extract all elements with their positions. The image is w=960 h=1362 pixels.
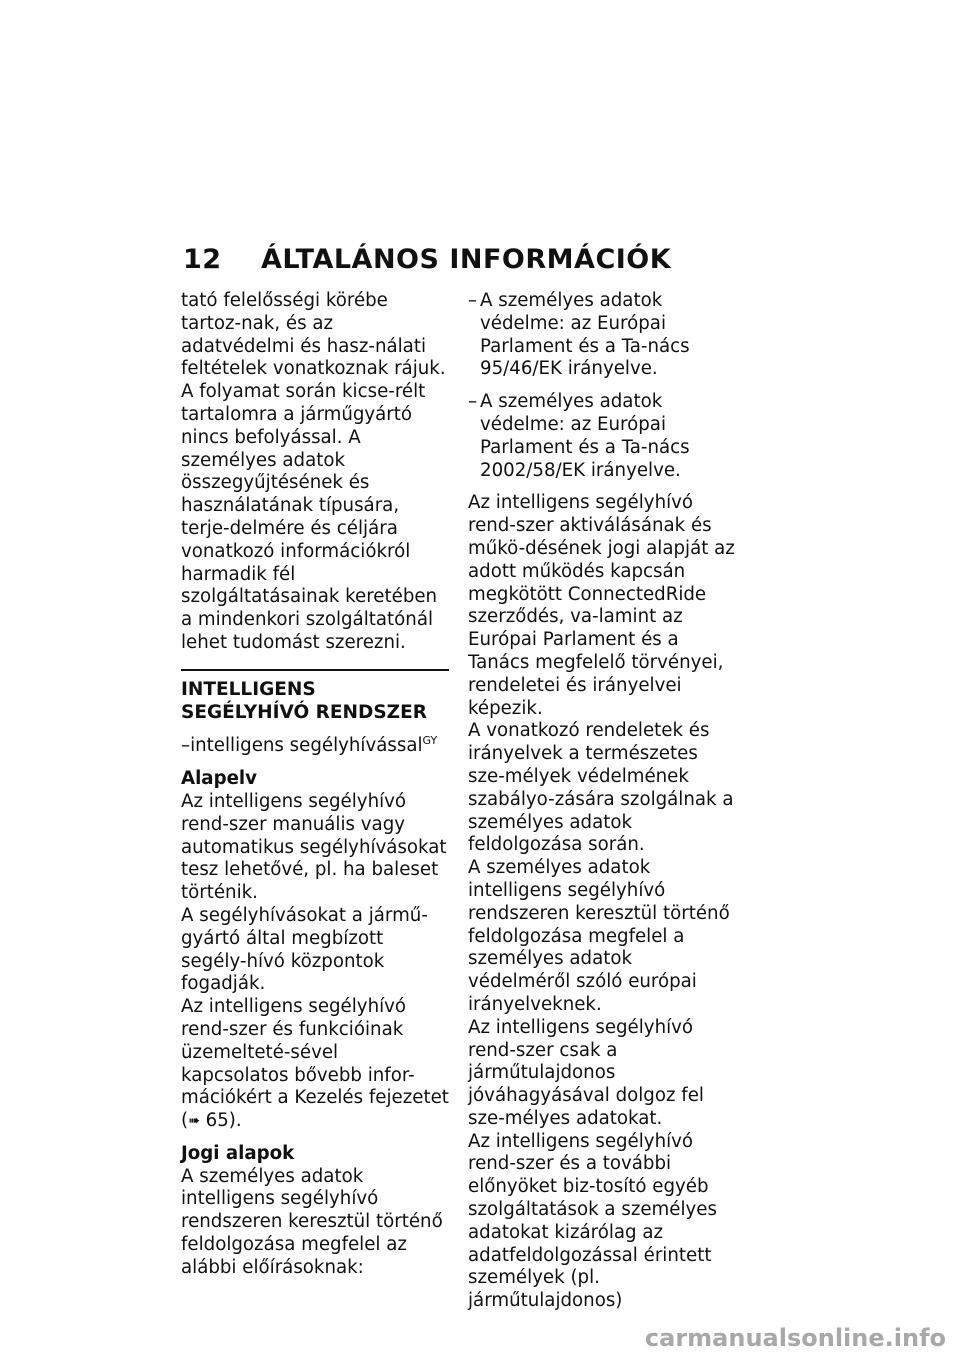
bullet-dash: –: [468, 290, 478, 311]
left-column: [181, 290, 449, 1280]
bullet-dash: –: [468, 391, 478, 413]
page-number: 12: [183, 244, 222, 275]
right-column: [468, 290, 736, 1313]
alapelv-paragraph-2: A segélyhívásokat a jármű-gyártó által megbízott segély-hívó központok fogadják.: [181, 904, 428, 995]
intro-paragraph: tató felelősségi körébe tartoz-nak, és az adatvédelmi és hasz-nálati feltételek vonatkoznak rájuk. A folyamat során kicse-rélt tartalomra a járműgyártó nincs befolyással. A személyes adatok összegyűjtésének és használatának típusára, terje-delmére és céljára vonatkozó információkról harmadik fél szolgáltatásainak keretében a mindenkori szolgáltatónál lehet tudomást szerezni.: [181, 290, 446, 653]
bullet-item: [468, 391, 736, 482]
arrow-right-icon: ➠: [188, 1113, 200, 1130]
section-title: INTELLIGENS SEGÉLYHÍVÓ RENDSZER: [181, 678, 427, 723]
page-reference[interactable]: [181, 1110, 449, 1133]
page-header: [183, 244, 671, 275]
alapelv-heading: Alapelv: [181, 768, 258, 790]
directive-compliance-paragraph: A személyes adatok intelligens segélyhívó rendszeren keresztül történő feldolgozása megfelel a személyes adatok védelméről szóló európai irányelveknek.: [468, 857, 730, 1015]
bullet-text: A személyes adatok védelme: az Európai Parlament és a Ta-nács 2002/58/EK irányelve.: [480, 391, 690, 481]
jogi-alapok-heading: Jogi alapok: [181, 1142, 295, 1164]
symbol-note-text: –intelligens segélyhívással: [181, 735, 423, 757]
chapter-title: ÁLTALÁNOS INFORMÁCIÓK: [261, 244, 672, 275]
legal-basis-paragraph: Az intelligens segélyhívó rend-szer aktiválásának és műkö-désének jogi alapját az adott működés kapcsán megkötött ConnectedRide szerződés, va-lamint az Európai Parlament és a Tanács megfelelő törvényei, rendeletei és irányelvei képezik.: [468, 492, 735, 719]
bullet-text: A személyes adatok védelme: az Európai Parlament és a Ta-nács 95/46/EK irányelve.: [480, 290, 690, 380]
bullet-item: [468, 290, 736, 381]
owner-consent-paragraph: Az intelligens segélyhívó rend-szer csak a járműtulajdonos jóváhagyásával dolgoz fel sze-mélyes adatokat.: [468, 1016, 704, 1129]
section-divider: [181, 669, 449, 671]
alapelv-paragraph-1: Az intelligens segélyhívó rend-szer manuális vagy automatikus segélyhívásokat tesz lehetővé, pl. ha baleset történik.: [181, 790, 447, 904]
additional-services-paragraph: Az intelligens segélyhívó rend-szer és a további előnyöket biz-tosító egyéb szolgáltatások a személyes adatokat kizárólag az adatfeldolgozással érintett személyek (pl. járműtulajdonos): [468, 1130, 717, 1312]
jogi-alapok-paragraph: A személyes adatok intelligens segélyhívó rendszeren keresztül történő feldolgozása megfelel az alábbi előírásoknak:: [181, 1165, 443, 1278]
reference-page: 65).: [205, 1110, 242, 1132]
reference-open: (: [181, 1110, 189, 1132]
symbol-note: [181, 730, 449, 758]
alapelv-paragraph-3: Az intelligens segélyhívó rend-szer és funkcióinak üzemelteté-sével kapcsolatos bővebb infor-mációkért a Kezelés fejezetet: [181, 996, 449, 1109]
regulations-paragraph: A vonatkozó rendeletek és irányelvek a természetes sze-mélyek védelmének szabályo-zására szolgálnak a személyes adatok feldolgozása során.: [468, 720, 734, 856]
symbol-note-superscript: GY: [422, 734, 438, 748]
watermark: carmanualsonline.info: [644, 1324, 946, 1352]
